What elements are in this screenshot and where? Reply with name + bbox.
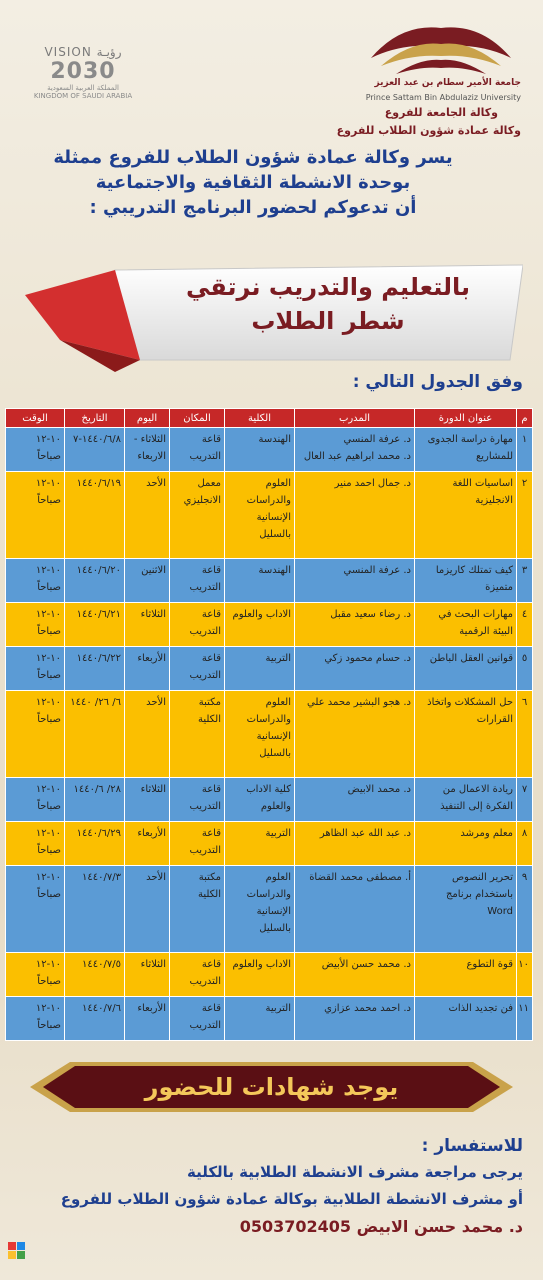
- cell-college: التربية: [225, 647, 295, 691]
- cell-course: قوة التطوع: [415, 953, 517, 997]
- cell-day: الأربعاء: [125, 822, 170, 866]
- contact-label: للاستفسار :: [421, 1136, 523, 1156]
- cell-place: قاعة التدريب: [170, 953, 225, 997]
- cell-place: مكتبة الكلية: [170, 691, 225, 778]
- banner-title: [178, 270, 478, 338]
- branches-agency: وكالة الجامعة للفروع: [384, 106, 498, 119]
- intro-text: [33, 145, 473, 220]
- deanship-agency: وكالة عمادة شؤون الطلاب للفروع: [336, 124, 521, 137]
- cell-course: كيف تمتلك كاريزما متميزة: [415, 559, 517, 603]
- university-name-en: Prince Sattam Bin Abdulaziz University: [365, 93, 521, 102]
- intro-line-2: بوحدة الانشطة الثقافية والاجتماعية: [95, 172, 411, 193]
- cell-date: ١٤٤٠/٦/١٩: [65, 472, 125, 559]
- table-row: [6, 603, 533, 647]
- col-header-time: الوقت: [6, 409, 65, 428]
- vision-year: 2030: [50, 59, 116, 84]
- cell-course: قوانين العقل الباطن: [415, 647, 517, 691]
- col-header-trainer: المدرب: [295, 409, 415, 428]
- cell-num: ١١: [517, 997, 533, 1041]
- col-header-course: عنوان الدورة: [415, 409, 517, 428]
- cell-college: العلوم والدراسات الإنسانية بالسليل: [225, 472, 295, 559]
- cell-college: الهندسة: [225, 559, 295, 603]
- table-row: [6, 428, 533, 472]
- table-row: [6, 647, 533, 691]
- vision-sub-ar: المملكة العربية السعودية: [47, 84, 119, 92]
- contact-line-1: يرجى مراجعة مشرف الانشطة الطلابية بالكلية: [186, 1163, 523, 1181]
- cell-num: ٣: [517, 559, 533, 603]
- table-row: [6, 472, 533, 559]
- cell-time: ١٠-١٢ صباحاً: [6, 778, 65, 822]
- col-header-college: الكلية: [225, 409, 295, 428]
- cell-date: ١٤٤٠/٦/٢١: [65, 603, 125, 647]
- cell-course: مهارة دراسة الجدوى للمشاريع: [415, 428, 517, 472]
- cell-day: الأحد: [125, 691, 170, 778]
- cell-time: ١٠-١٢ صباحاً: [6, 647, 65, 691]
- vision-sub-en: KINGDOM OF SAUDI ARABIA: [33, 92, 133, 100]
- contact-line-3: د. محمد حسن الابيض 0503702405: [239, 1217, 523, 1236]
- cell-time: ١٠-١٢ صباحاً: [6, 822, 65, 866]
- contact-section: [13, 1133, 523, 1240]
- cell-day: الثلاثاء: [125, 953, 170, 997]
- cell-place: قاعة التدريب: [170, 822, 225, 866]
- cell-num: ٨: [517, 822, 533, 866]
- cell-date: ١٤٤٠/٦/٢٩: [65, 822, 125, 866]
- cell-num: ٥: [517, 647, 533, 691]
- vision-label-ar: رؤيـة: [96, 45, 122, 59]
- table-row: [6, 778, 533, 822]
- cell-college: التربية: [225, 997, 295, 1041]
- university-logo: [361, 18, 521, 78]
- cell-college: الاداب والعلوم: [225, 603, 295, 647]
- cell-time: ١٠-١٢ صباحاً: [6, 866, 65, 953]
- vision-label: VISION: [44, 45, 92, 59]
- cell-college: كلية الاداب والعلوم: [225, 778, 295, 822]
- cell-num: ٩: [517, 866, 533, 953]
- cell-college: التربية: [225, 822, 295, 866]
- cell-day: الأحد: [125, 866, 170, 953]
- table-row: [6, 953, 533, 997]
- cell-trainer: د. عرفة المنسي: [295, 559, 415, 603]
- cell-date: ١٤٤٠/٦/٢٠: [65, 559, 125, 603]
- cell-course: اساسيات اللغة الانجليزية: [415, 472, 517, 559]
- cell-trainer: د. عبد الله عبد الظاهر: [295, 822, 415, 866]
- table-header-row: [6, 409, 533, 428]
- cell-place: معمل الانجليزي: [170, 472, 225, 559]
- cell-college: الاداب والعلوم: [225, 953, 295, 997]
- cell-place: قاعة التدريب: [170, 778, 225, 822]
- cell-course: حل المشكلات واتخاذ القرارات: [415, 691, 517, 778]
- cell-day: الأربعاء: [125, 997, 170, 1041]
- cell-date: ١٤٤٠/٧/٦: [65, 997, 125, 1041]
- certificate-text: يوجد شهادات للحضور: [144, 1073, 399, 1101]
- intro-line-1: يسر وكالة عمادة شؤون الطلاب للفروع ممثلة: [53, 147, 453, 168]
- cell-date: ١٤٤٠/٦/٢٢: [65, 647, 125, 691]
- cell-place: قاعة التدريب: [170, 647, 225, 691]
- cell-date: ١٤٤٠/٧/٣: [65, 866, 125, 953]
- col-header-date: التاريخ: [65, 409, 125, 428]
- banner-line-1: بالتعليم والتدريب نرتقي: [185, 273, 471, 301]
- cell-course: ريادة الاعمال من الفكرة إلى التنفيذ: [415, 778, 517, 822]
- cell-num: ٦: [517, 691, 533, 778]
- cell-trainer: د. محمد الابيض: [295, 778, 415, 822]
- cell-num: ٧: [517, 778, 533, 822]
- cell-course: مهارات البحث في البيئة الرقمية: [415, 603, 517, 647]
- header: [0, 0, 543, 140]
- cell-day: الثلاثاء: [125, 778, 170, 822]
- cell-time: ١٠-١٢ صباحاً: [6, 691, 65, 778]
- cell-trainer: د. جمال احمد منير: [295, 472, 415, 559]
- cell-trainer: د. محمد حسن الأبيض: [295, 953, 415, 997]
- cell-day: الثلاثاء - الاربعاء: [125, 428, 170, 472]
- table-row: [6, 559, 533, 603]
- table-row: [6, 822, 533, 866]
- table-row: [6, 866, 533, 953]
- schedule-table: [5, 408, 533, 1041]
- banner-line-2: شطر الطلاب: [251, 307, 405, 335]
- cell-num: ١: [517, 428, 533, 472]
- cell-num: ١٠: [517, 953, 533, 997]
- cell-date: ١٤٤٠/٧/٥: [65, 953, 125, 997]
- table-row: [6, 691, 533, 778]
- cell-place: مكتبة الكلية: [170, 866, 225, 953]
- cell-trainer: د. رضاء سعيد مقبل: [295, 603, 415, 647]
- vision-2030-logo: [28, 45, 138, 115]
- cell-day: الأربعاء: [125, 647, 170, 691]
- cell-day: الأحد: [125, 472, 170, 559]
- cell-day: الثلاثاء: [125, 603, 170, 647]
- cell-college: العلوم والدراسات الإنسانية بالسليل: [225, 691, 295, 778]
- cell-time: ١٠-١٢ صباحاً: [6, 603, 65, 647]
- col-header-num: م: [517, 409, 533, 428]
- cell-place: قاعة التدريب: [170, 603, 225, 647]
- university-name-ar: جامعة الأمير سطام بن عبد العزيز: [374, 78, 521, 88]
- corner-logo-icon: [6, 1236, 36, 1266]
- cell-time: ١٠-١٢ صباحاً: [6, 997, 65, 1041]
- cell-num: ٤: [517, 603, 533, 647]
- cell-time: ١٠-١٢ صباحاً: [6, 472, 65, 559]
- cell-date: ٢٨/ ١٤٤٠/٦: [65, 778, 125, 822]
- cell-course: معلم ومرشد: [415, 822, 517, 866]
- cell-place: قاعة التدريب: [170, 559, 225, 603]
- cell-date: ١٤٤٠/٦/٨-٧: [65, 428, 125, 472]
- cell-trainer: أ. مصطفى محمد القضاة: [295, 866, 415, 953]
- cell-time: ١٠-١٢ صباحاً: [6, 428, 65, 472]
- cell-num: ٢: [517, 472, 533, 559]
- contact-line-2: أو مشرف الانشطة الطلابية بوكالة عمادة شؤون الطلاب للفروع: [60, 1190, 523, 1208]
- cell-course: فن تجديد الذات: [415, 997, 517, 1041]
- cell-college: الهندسة: [225, 428, 295, 472]
- intro-line-3: أن تدعوكم لحضور البرنامج التدريبي :: [89, 197, 417, 218]
- col-header-place: المكان: [170, 409, 225, 428]
- cell-place: قاعة التدريب: [170, 997, 225, 1041]
- cell-trainer: د. عرفة المنسي د. محمد ابراهيم عبد العال: [295, 428, 415, 472]
- cell-place: قاعة التدريب: [170, 428, 225, 472]
- schedule-title: وفق الجدول التالي :: [352, 372, 523, 392]
- cell-time: ١٠-١٢ صباحاً: [6, 559, 65, 603]
- table-row: [6, 997, 533, 1041]
- cell-trainer: د. احمد محمد عزازي: [295, 997, 415, 1041]
- cell-college: العلوم والدراسات الإنسانية بالسليل: [225, 866, 295, 953]
- cell-time: ١٠-١٢ صباحاً: [6, 953, 65, 997]
- cell-day: الاثنين: [125, 559, 170, 603]
- col-header-day: اليوم: [125, 409, 170, 428]
- cell-date: ٦/ ٢٦/ ١٤٤٠: [65, 691, 125, 778]
- cell-course: تحرير النصوص باستخدام برنامج Word: [415, 866, 517, 953]
- cell-trainer: د. حسام محمود زكي: [295, 647, 415, 691]
- cell-trainer: د. هجو البشير محمد علي: [295, 691, 415, 778]
